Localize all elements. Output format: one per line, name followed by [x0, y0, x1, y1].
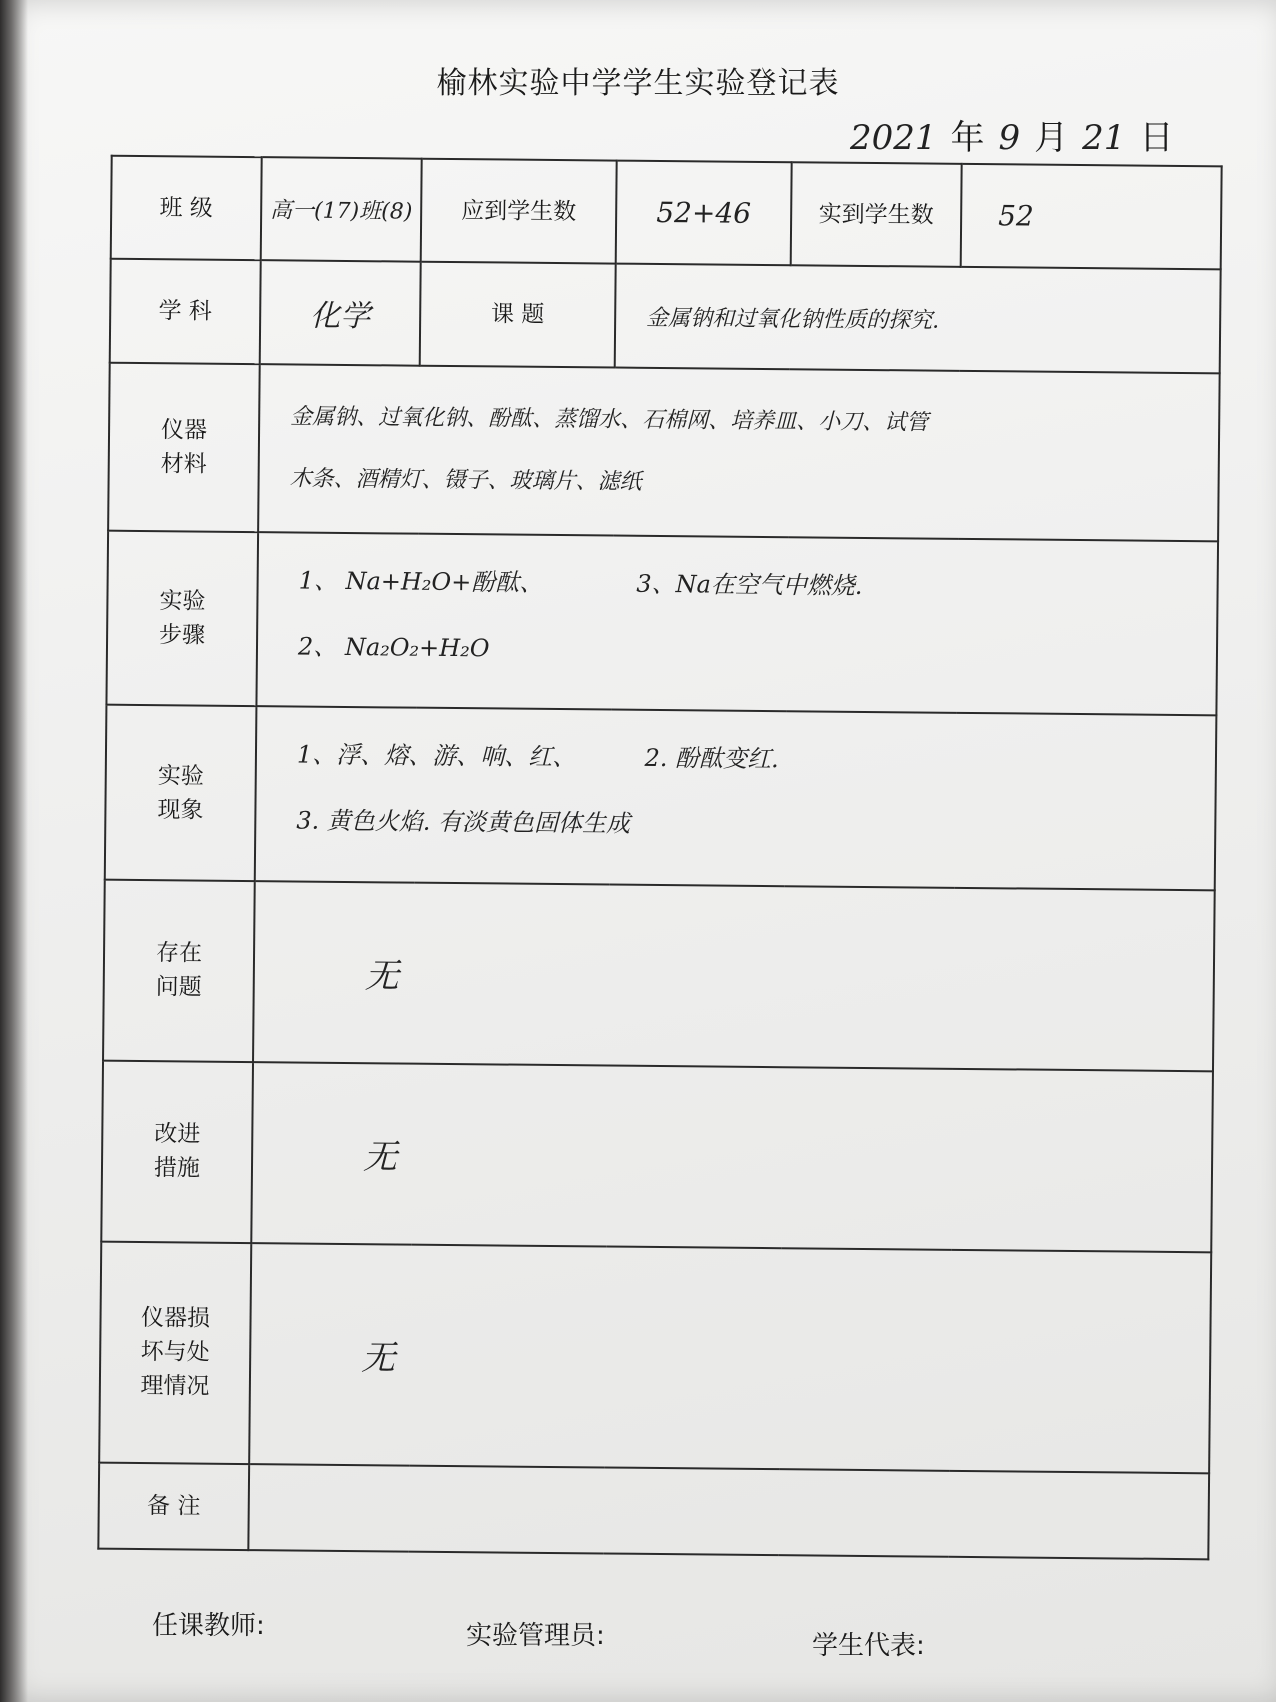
steps-label: [106, 531, 258, 707]
step-item1: 1、 Na+H₂O+酚酞、: [298, 566, 544, 597]
subject-label: 学 科: [110, 259, 261, 364]
phenomena-label-line1: 实验: [157, 762, 204, 790]
class-label: 班 级: [111, 156, 262, 261]
phenomena-row1: [297, 722, 1176, 796]
form-date: [850, 110, 1187, 159]
row-class: [111, 156, 1222, 270]
phenomena-row2: [296, 788, 1175, 862]
steps-row1: [298, 547, 1177, 621]
damage-label-line3: 理情况: [140, 1373, 210, 1401]
registration-form: [97, 155, 1220, 1561]
equipment-line2: 木条、酒精灯、镊子、玻璃片、滤纸: [289, 466, 642, 495]
row-phenomena: [105, 705, 1217, 890]
admin-signature-label: 实验管理员:: [466, 1621, 605, 1651]
step-item2: 2、 Na₂O₂+H₂O: [297, 632, 490, 663]
date-month: 9: [998, 118, 1021, 158]
steps-label-line1: 实验: [159, 588, 206, 615]
steps-label-line2: 步骤: [158, 622, 206, 649]
page-edge-shadow: [0, 0, 28, 1702]
damage-label: [99, 1242, 251, 1464]
topic-value: 金属钠和过氧化钠性质的探究.: [615, 264, 1221, 373]
actual-students-label: 实到学生数: [791, 162, 962, 267]
row-remarks: [98, 1462, 1209, 1559]
date-month-label: 月: [1034, 118, 1069, 158]
date-day-label: 日: [1139, 118, 1174, 158]
phenomena-label-line2: 现象: [157, 796, 204, 824]
form-table: [97, 155, 1222, 1561]
step-item3: 3、Na在空气中燃烧.: [636, 569, 863, 600]
student-signature-label: 学生代表:: [812, 1631, 925, 1661]
expected-students-label: 应到学生数: [421, 159, 617, 264]
damage-value: 无: [249, 1243, 1211, 1473]
remarks-label: 备 注: [98, 1462, 249, 1550]
improvements-label-line1: 改进: [154, 1121, 201, 1149]
topic-label: 课 题: [420, 262, 616, 367]
improvements-value: 无: [251, 1062, 1213, 1252]
date-day: 21: [1082, 118, 1126, 158]
equipment-value: [258, 364, 1220, 541]
expected-students-value: 52+46: [616, 161, 792, 266]
teacher-signature-label: 任课教师:: [152, 1611, 265, 1641]
problems-label-line1: 存在: [155, 940, 203, 968]
phenomenon-item3: 3. 黄色火焰. 有淡黄色固体生成: [296, 806, 631, 839]
phenomenon-item1: 1、浮、熔、游、响、红、: [296, 740, 577, 772]
problems-label-line2: 问题: [155, 974, 202, 1002]
class-value: 高一(17)班(8): [261, 157, 422, 262]
equipment-label-line1: 仪器: [160, 417, 208, 444]
subject-value: 化学: [260, 261, 421, 366]
equipment-line1: 金属钠、过氧化钠、酚酞、蒸馏水、石棉网、培养皿、小刀、试管: [290, 404, 929, 436]
steps-row2: [298, 613, 1177, 687]
equipment-label: [108, 363, 260, 532]
date-year-label: 年: [950, 118, 985, 158]
form-title: 榆林实验中学学生实验登记表: [436, 66, 840, 101]
phenomenon-item2: 2. 酚酞变红.: [644, 744, 779, 774]
damage-label-line1: 仪器损: [140, 1305, 211, 1333]
row-improvements: [101, 1061, 1213, 1253]
problems-value: 无: [253, 881, 1215, 1071]
phenomena-label: [105, 705, 257, 881]
row-steps: [106, 531, 1218, 716]
problems-label: [103, 880, 255, 1062]
row-damage: [99, 1242, 1211, 1473]
steps-value: [256, 532, 1218, 716]
row-equipment: [108, 363, 1220, 542]
actual-students-value: 52: [961, 164, 1222, 270]
improvements-label-line2: 措施: [153, 1155, 201, 1183]
date-year: 2021: [850, 118, 937, 158]
phenomena-value: [255, 707, 1217, 891]
row-subject: [110, 259, 1221, 373]
improvements-label: [101, 1061, 253, 1243]
remarks-value: [248, 1464, 1209, 1559]
equipment-label-line2: 材料: [160, 451, 207, 478]
row-problems: [103, 880, 1215, 1072]
damage-label-line2: 坏与处: [140, 1339, 210, 1367]
